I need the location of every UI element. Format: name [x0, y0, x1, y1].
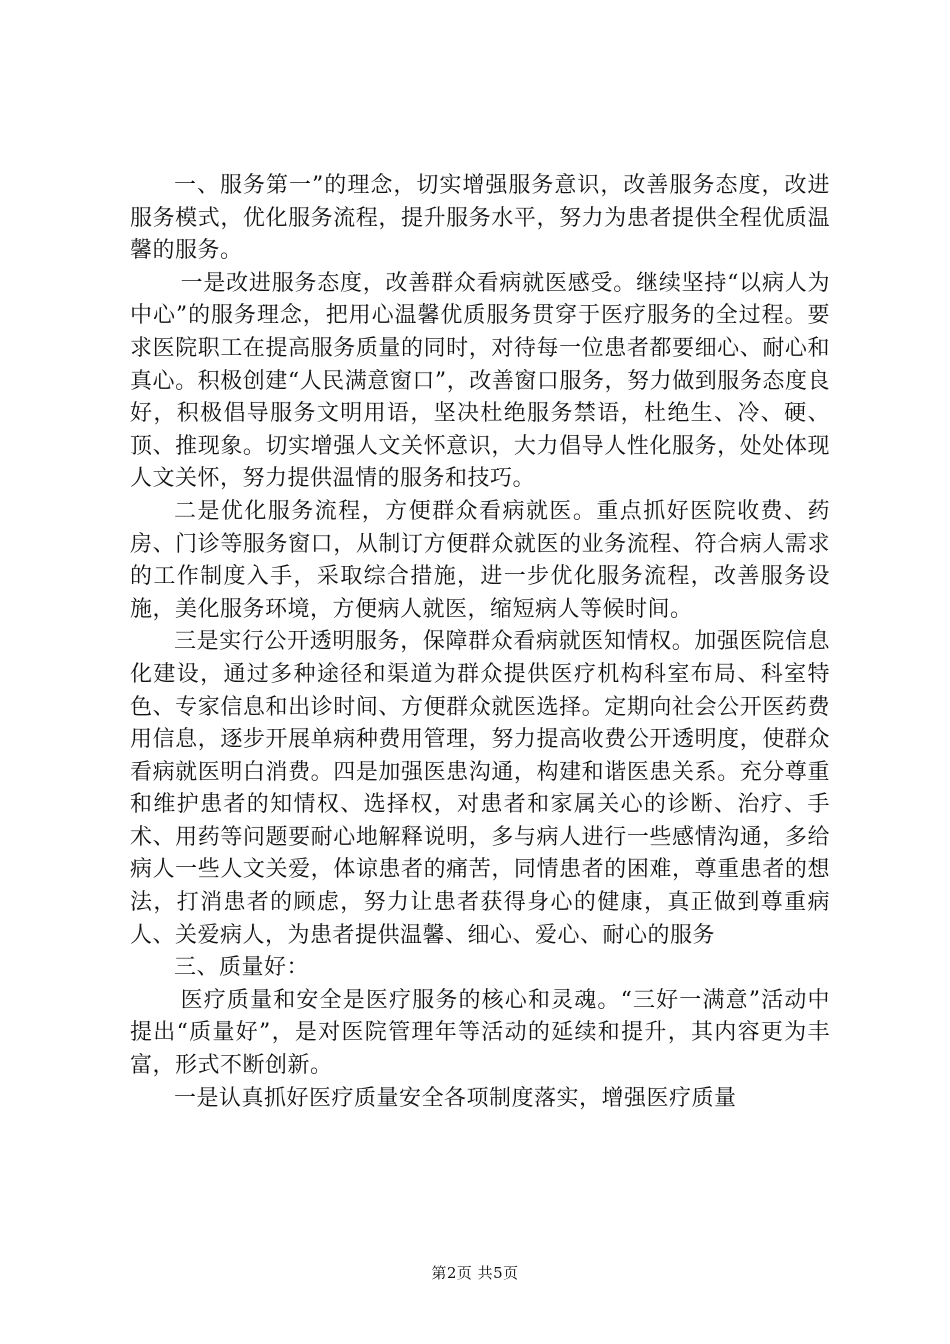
page-footer: 第2页 共5页 — [431, 1264, 519, 1282]
paragraph-quality-core: 医疗质量和安全是医疗服务的核心和灵魂。“三好一满意”活动中提出“质量好”，是对医院管理年等活动的延续和提升，其内容更为丰富，形式不断创新。 — [130, 987, 830, 1079]
section-heading-quality: 三、质量好： — [174, 955, 310, 981]
paragraph-quality-rules: 一是认真抓好医疗质量安全各项制度落实，增强医疗质量 — [174, 1085, 737, 1111]
paragraph-open-transparent: 三是实行公开透明服务，保障群众看病就医知情权。加强医院信息化建设，通过多种途径和渠道为群众提供医疗机构科室布局、科室特色、专家信息和出诊时间、方便群众就医选择。定期向社会公开医药费用信息，逐步开展单病种费用管理，努力提高收费公开透明度，使群众看病就医明白消费。四是加强医患沟通，构建和谐医患关系。充分尊重和维护患者的知情权、选择权，对患者和家属关心的诊断、治疗、手术、用药等问题要耐心地解释说明，多与病人进行一些感情沟通，多给病人一些人文关爱，体谅患者的痛苦，同情患者的困难，尊重患者的想法，打消患者的顾虑，努力让患者获得身心的健康，真正做到尊重病人、关爱病人，为患者提供温馨、细心、爱心、耐心的服务 — [130, 629, 830, 948]
document-body — [130, 170, 830, 1115]
paragraph-service-first: 一、服务第一”的理念，切实增强服务意识，改善服务态度，改进服务模式，优化服务流程，提升服务水平，努力为患者提供全程优质温馨的服务。 — [130, 173, 830, 264]
paragraph-optimize-process: 二是优化服务流程，方便群众看病就医。重点抓好医院收费、药房、门诊等服务窗口，从制订方便群众就医的业务流程、符合病人需求的工作制度入手，采取综合措施，进一步优化服务流程，改善服务设施，美化服务环境，方便病人就医，缩短病人等候时间。 — [130, 498, 830, 622]
paragraph-improve-attitude: 一是改进服务态度，改善群众看病就医感受。继续坚持“以病人为中心”的服务理念，把用心温馨优质服务贯穿于医疗服务的全过程。要求医院职工在提高服务质量的同时，对待每一位患者都要细心、耐心和真心。积极创建“人民满意窗口”，改善窗口服务，努力做到服务态度良好，积极倡导服务文明用语，坚决杜绝服务禁语，杜绝生、冷、硬、顶、推现象。切实增强人文关怀意识，大力倡导人性化服务，处处体现人文关怀，努力提供温情的服务和技巧。 — [130, 270, 830, 492]
